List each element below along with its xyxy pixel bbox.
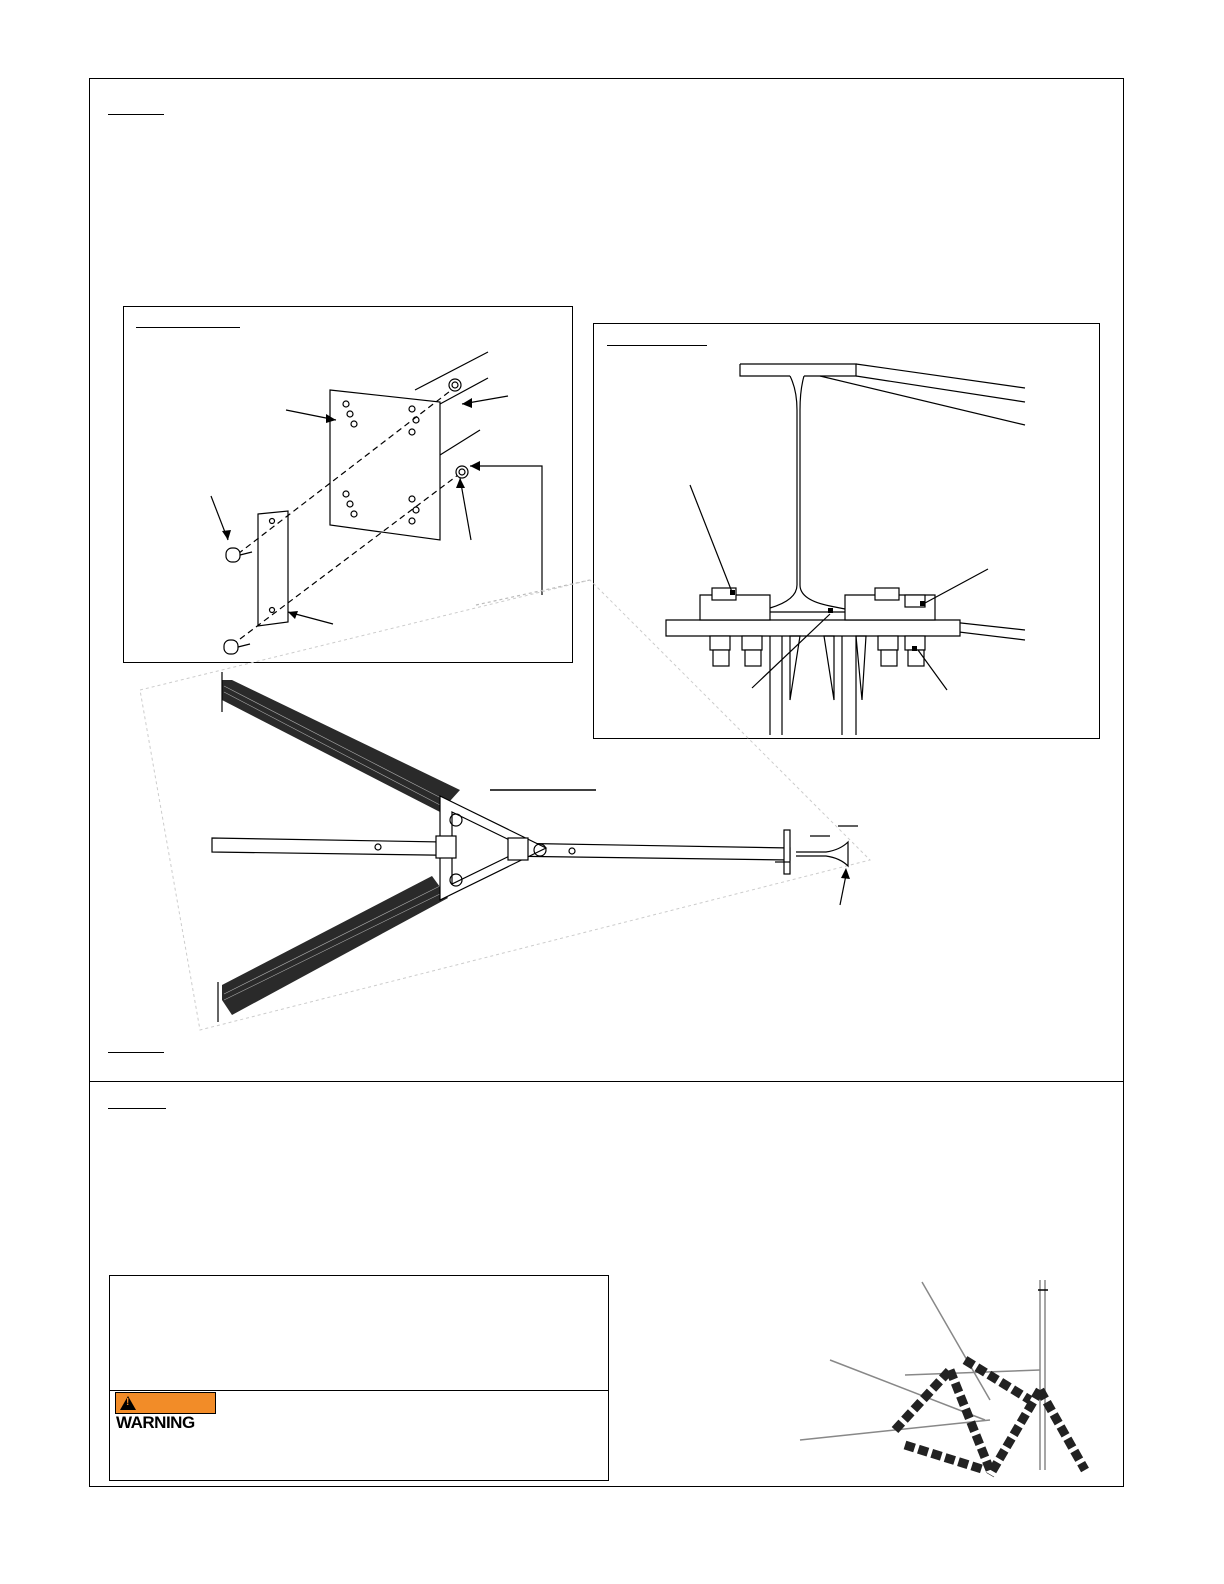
warning-label: WARNING [116,1413,195,1432]
